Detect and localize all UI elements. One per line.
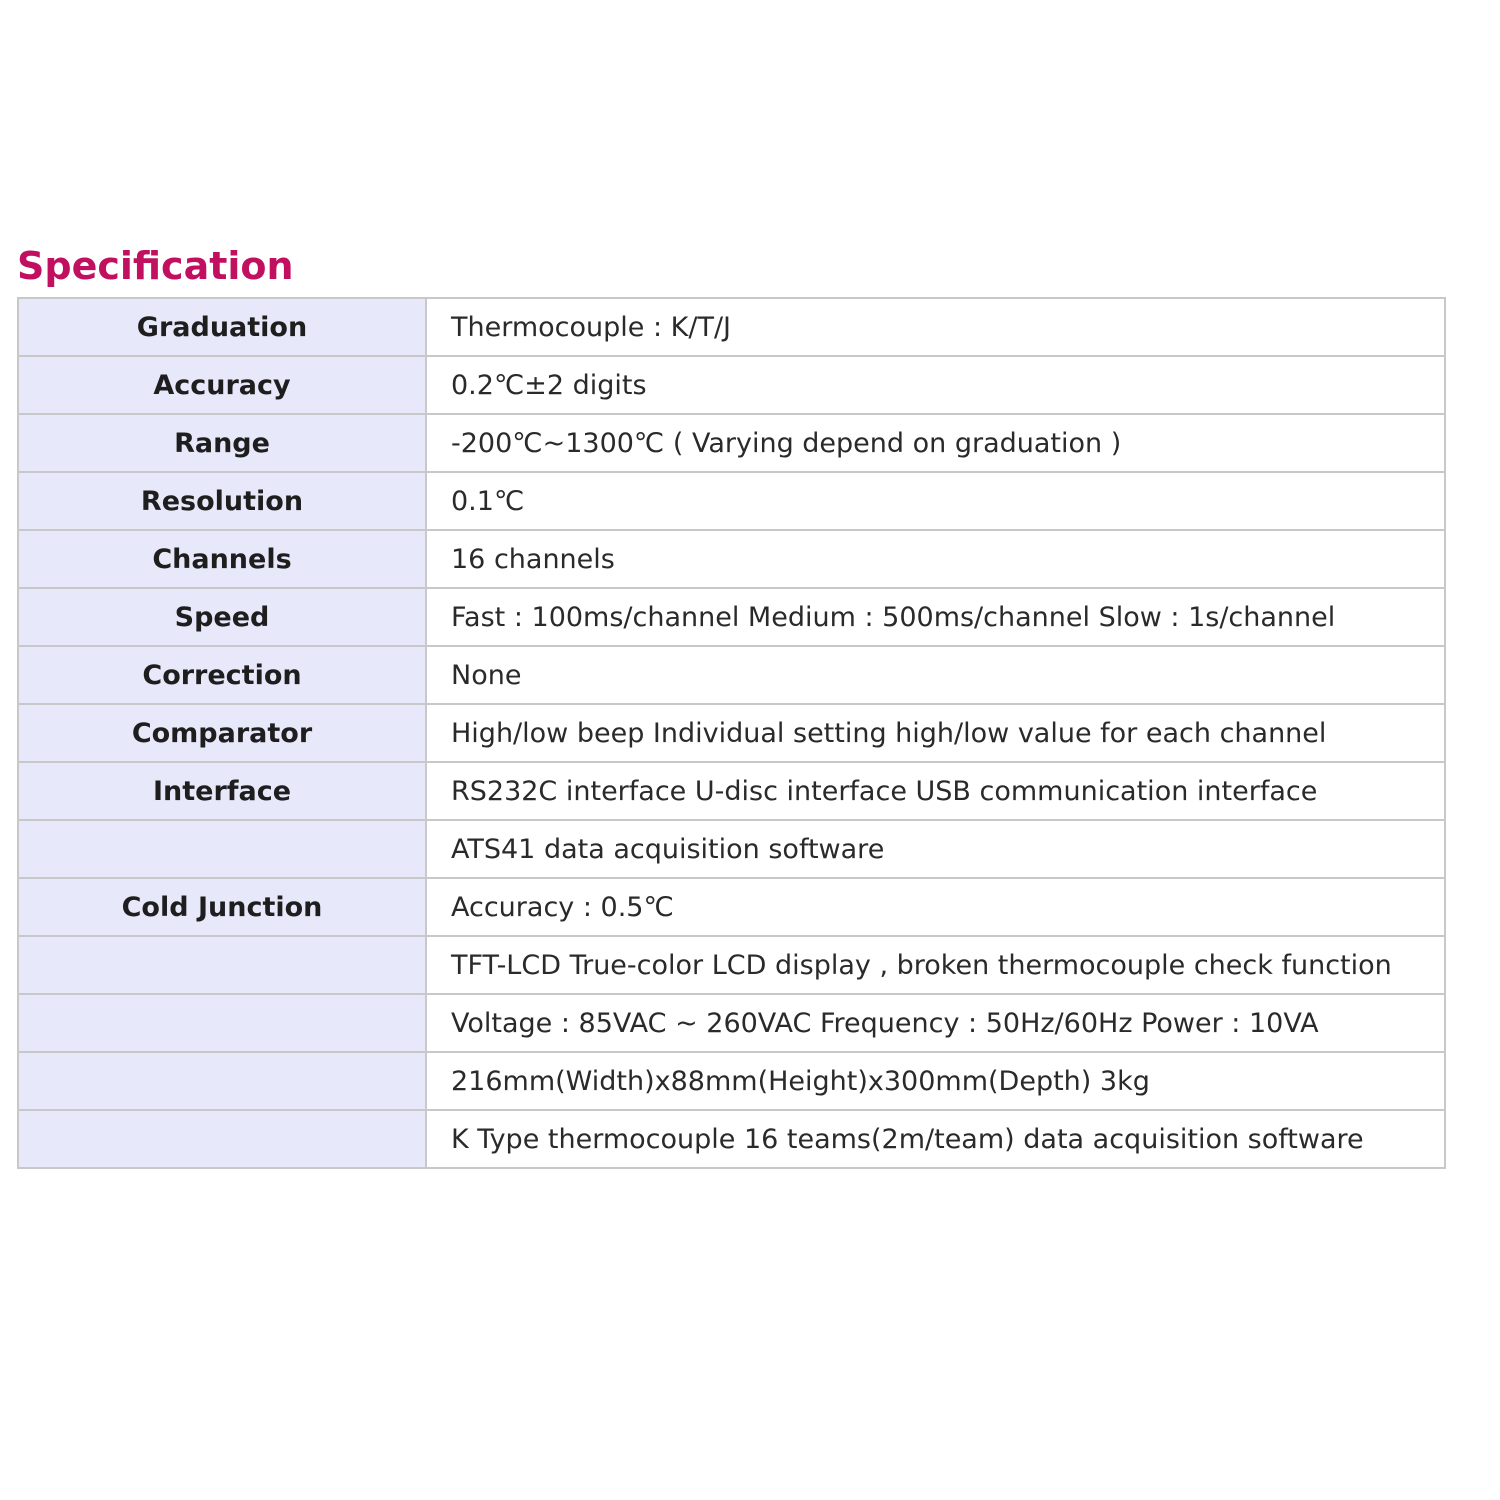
table-row [18,762,1445,820]
table-row [18,994,1445,1052]
row-label: Accuracy [18,356,426,414]
row-label: Channels [18,530,426,588]
table-row [18,704,1445,762]
row-label: Correction [18,646,426,704]
table-row [18,878,1445,936]
table-row [18,588,1445,646]
row-value: None [426,646,1445,704]
table-row [18,1110,1445,1168]
row-label [18,936,426,994]
specification-table-body [18,298,1445,1168]
page-title: Specification [17,244,294,288]
row-label: Cold Junction [18,878,426,936]
row-label: Speed [18,588,426,646]
table-row [18,298,1445,356]
table-row [18,414,1445,472]
table-row [18,646,1445,704]
row-label [18,994,426,1052]
row-value: High/low beep Individual setting high/low value for each channel [426,704,1445,762]
row-value: K Type thermocouple 16 teams(2m/team) data acquisition software [426,1110,1445,1168]
row-label: Graduation [18,298,426,356]
row-value: 216mm(Width)x88mm(Height)x300mm(Depth) 3kg [426,1052,1445,1110]
row-value: 0.2℃±2 digits [426,356,1445,414]
table-row [18,530,1445,588]
row-label [18,1052,426,1110]
table-row [18,356,1445,414]
table-row [18,820,1445,878]
row-value: 0.1℃ [426,472,1445,530]
row-value: Fast : 100ms/channel Medium : 500ms/channel Slow : 1s/channel [426,588,1445,646]
row-value: TFT-LCD True-color LCD display , broken thermocouple check function [426,936,1445,994]
table-row [18,1052,1445,1110]
row-value: Thermocouple : K/T/J [426,298,1445,356]
row-label: Range [18,414,426,472]
row-value: ATS41 data acquisition software [426,820,1445,878]
specification-table [17,297,1446,1169]
table-row [18,936,1445,994]
row-value: 16 channels [426,530,1445,588]
row-value: -200℃~1300℃ ( Varying depend on graduation ) [426,414,1445,472]
row-value: Accuracy : 0.5℃ [426,878,1445,936]
row-label [18,820,426,878]
row-label: Comparator [18,704,426,762]
row-value: Voltage : 85VAC ~ 260VAC Frequency : 50Hz/60Hz Power : 10VA [426,994,1445,1052]
row-label: Interface [18,762,426,820]
row-value: RS232C interface U-disc interface USB communication interface [426,762,1445,820]
row-label: Resolution [18,472,426,530]
table-row [18,472,1445,530]
row-label [18,1110,426,1168]
